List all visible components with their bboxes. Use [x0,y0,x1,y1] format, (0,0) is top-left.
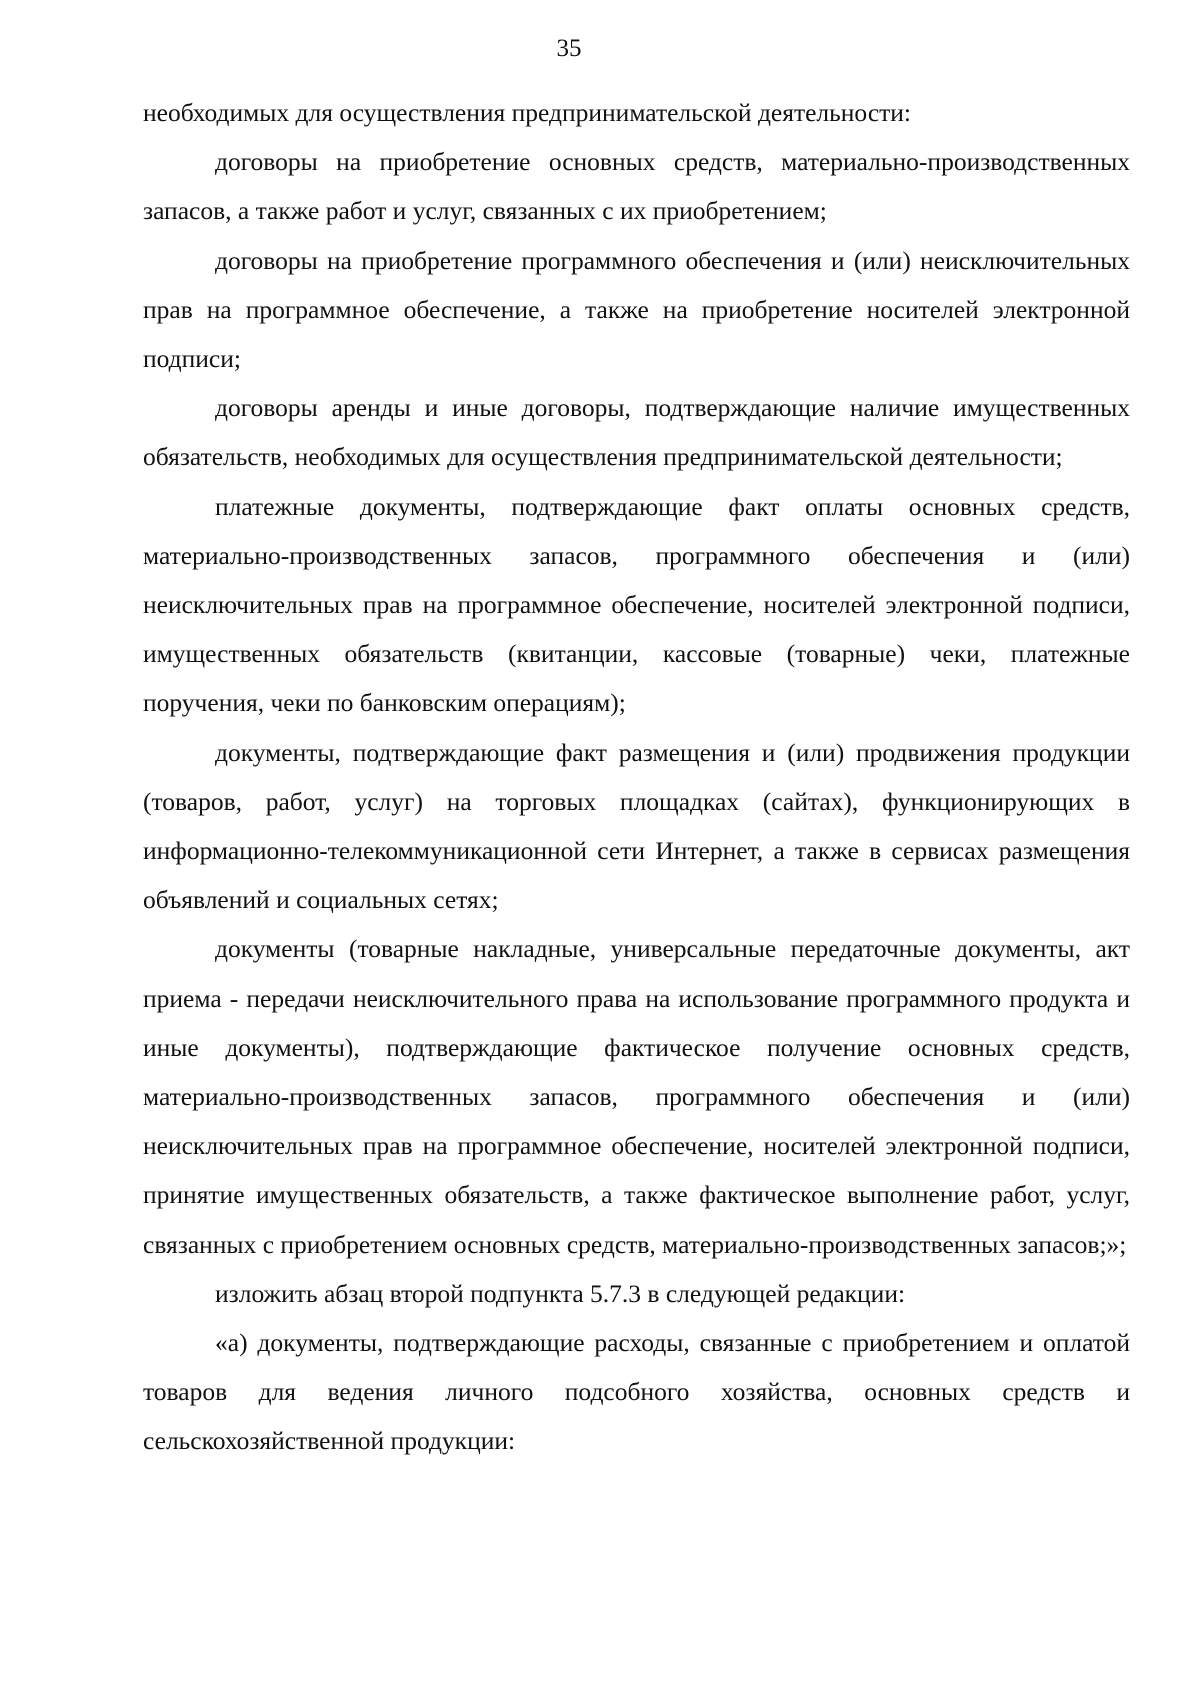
paragraph-lease-contracts: договоры аренды и иные договоры, подтверждающие наличие имущественных обязательств, необходимых для осуществления предпринимательской деятельности; [143,393,1130,472]
paragraph-payment-documents: платежные документы, подтверждающие факт оплаты основных средств, материально-производственных запасов, программного обеспечения и (или) неисключительных прав на программное обеспечение, носителей электронной подписи, имущественных обязательств (квитанции, кассовые (товарные) чеки, платежные поручения, чеки по банковским операциям); [143,491,1130,718]
paragraph-expense-documents: «а) документы, подтверждающие расходы, связанные с приобретением и оплатой товаров для ведения личного подсобного хозяйства, основных средств и сельскохозяйственной продукции: [143,1328,1130,1456]
document-body [143,88,1130,1466]
paragraph-fixed-assets-contracts: договоры на приобретение основных средств, материально-производственных запасов, а также работ и услуг, связанных с их приобретением; [143,147,1130,226]
page-number: 35 [556,35,582,62]
paragraph-continuation: необходимых для осуществления предпринимательской деятельности: [143,98,912,127]
paragraph-receipt-documents: документы (товарные накладные, универсальные передаточные документы, акт приема - передачи неисключительного права на использование программного продукта и иные документы), подтверждающие фактическое получение основных средств, материально-производственных запасов, программного обеспечения и (или) неисключительных прав на программное обеспечение, носителей электронной подписи, принятие имущественных обязательств, а также фактическое выполнение работ, услуг, связанных с приобретением основных средств, материально-производственных запасов;»; [143,934,1130,1259]
paragraph-amendment-instruction: изложить абзац второй подпункта 5.7.3 в следующей редакции: [215,1278,906,1308]
paragraph-promotion-documents: документы, подтверждающие факт размещения и (или) продвижения продукции (товаров, работ, услуг) на торговых площадках (сайтах), функционирующих в информационно-телекоммуникационной сети Интернет, а также в сервисах размещения объявлений и социальных сетях; [143,737,1130,915]
paragraph-software-contracts: договоры на приобретение программного обеспечения и (или) неисключительных прав на программное обеспечение, а также на приобретение носителей электронной подписи; [143,245,1130,374]
